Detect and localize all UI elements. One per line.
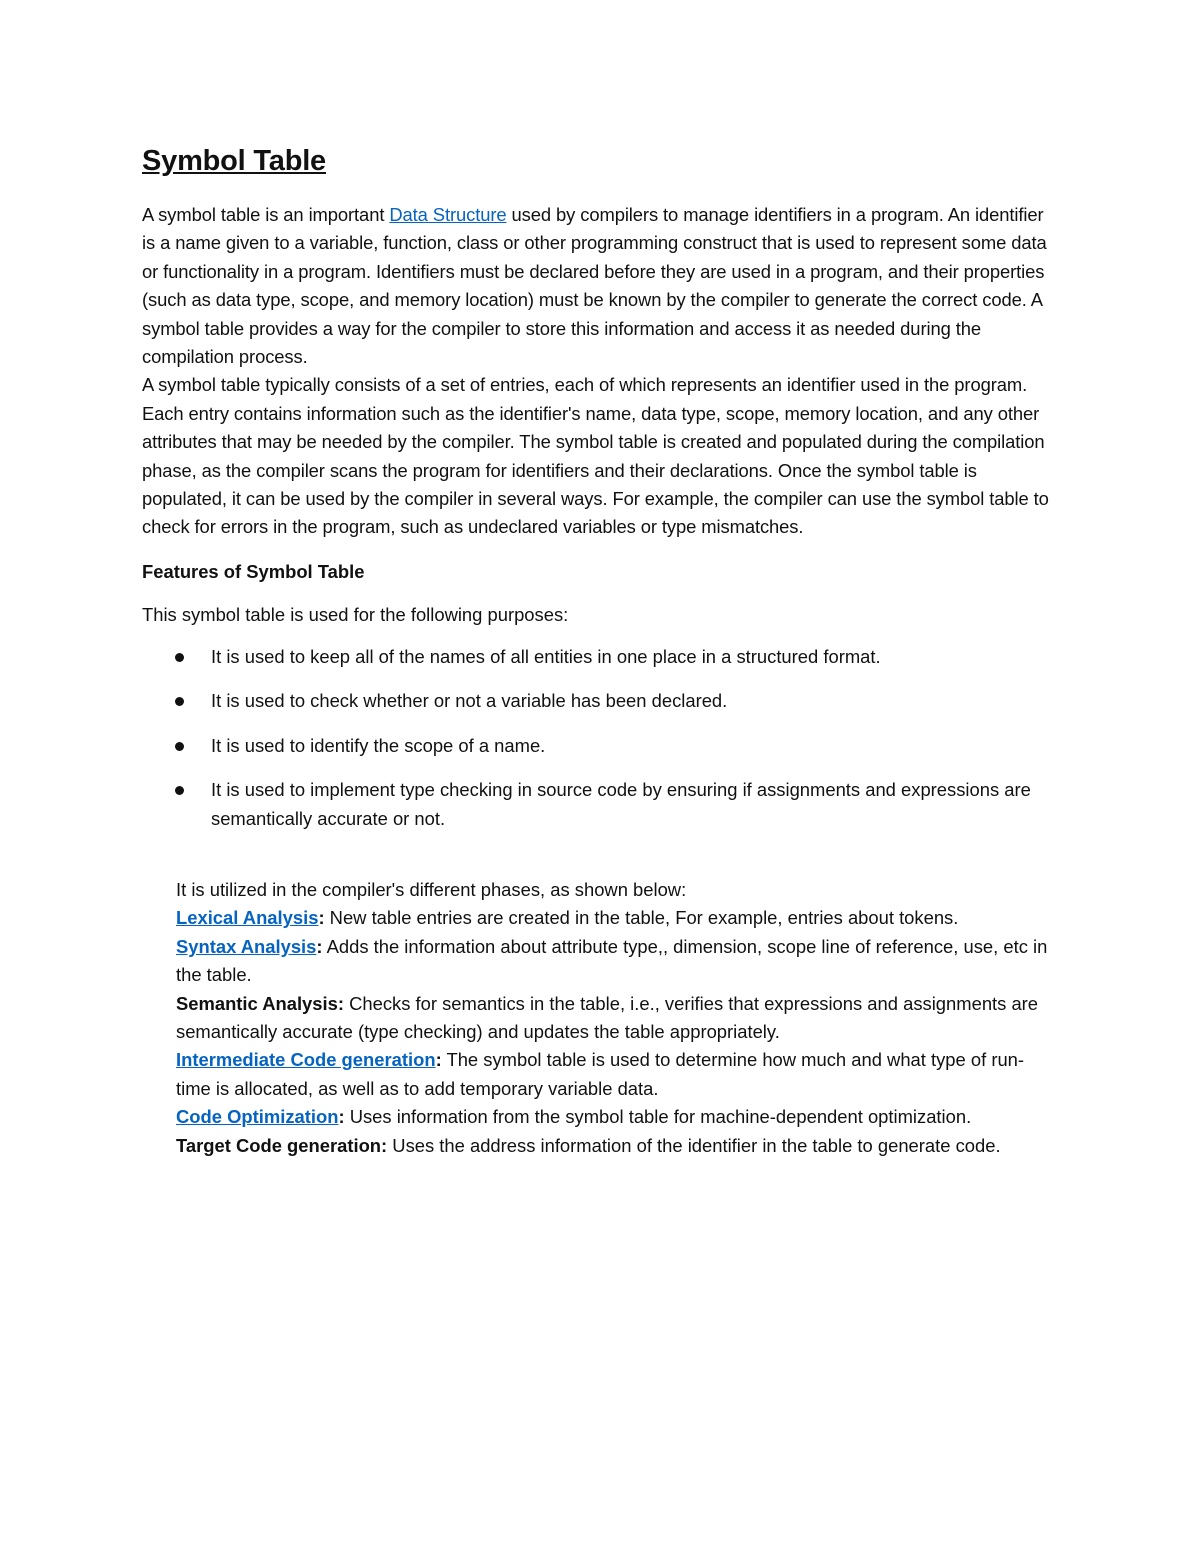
features-heading: Features of Symbol Table: [142, 560, 365, 582]
page-title: Symbol Table: [142, 145, 326, 177]
bullet-icon: [175, 742, 184, 751]
bullet-icon: [175, 653, 184, 662]
feature-text: It is used to check whether or not a variable has been declared.: [211, 690, 728, 712]
phases-intro: It is utilized in the compiler's different phases, as shown below:: [176, 878, 687, 900]
phase-separator: :: [338, 1106, 345, 1128]
list-item: [142, 687, 1057, 715]
phase-text: Uses the address information of the identifier in the table to generate code.: [387, 1134, 1001, 1156]
feature-text: It is used to identify the scope of a name.: [211, 734, 546, 756]
phase-separator: :: [316, 935, 323, 957]
list-item: [142, 643, 1057, 671]
list-item: [142, 776, 1057, 833]
phase-code-optimization: [176, 1103, 1057, 1131]
phase-intermediate-code: [176, 1046, 1057, 1103]
phase-separator: :: [435, 1049, 442, 1071]
target-code-generation-label: Target Code generation: [176, 1134, 382, 1156]
phase-text: Adds the information about attribute type,, dimension, scope line of reference, use, etc in the table.: [176, 935, 1048, 986]
document-page: [142, 142, 1057, 1160]
intermediate-code-generation-link[interactable]: Intermediate Code generation: [176, 1049, 436, 1071]
phase-separator: :: [318, 907, 325, 929]
phase-syntax-analysis: [176, 933, 1057, 990]
phase-text: Checks for semantics in the table, i.e., verifies that expressions and assignments are semantically accurate (type checking) and updates the table appropriately.: [176, 992, 1039, 1042]
syntax-analysis-link[interactable]: Syntax Analysis: [176, 935, 317, 957]
bullet-icon: [175, 786, 184, 795]
features-intro: This symbol table is used for the following purposes:: [142, 603, 569, 625]
phase-separator: :: [381, 1134, 388, 1156]
list-item: [142, 732, 1057, 760]
second-paragraph: A symbol table typically consists of a set of entries, each of which represents an identifier used in the program. Each entry contains information such as the identifier's name, data type, scope, memory location, and any other attributes that may be needed by the compiler. The symbol table is created and populated during the compilation phase, as the compiler scans the program for identifiers and their declarations. Once the symbol table is populated, it can be used by the compiler in several ways. For example, the compiler can use the symbol table to check for errors in the program, such as undeclared variables or type mismatches.: [142, 374, 1049, 538]
phase-semantic-analysis: [176, 990, 1057, 1047]
feature-text: It is used to keep all of the names of all entities in one place in a structured format.: [211, 645, 881, 667]
lexical-analysis-link[interactable]: Lexical Analysis: [176, 907, 319, 929]
intro-text-end: used by compilers to manage identifiers in a program. An identifier is a name given to a variable, function, class or other programming construct that is used to represent some data or functionality in a program. Identifiers must be declared before they are used in a program, and their properties (such as data type, scope, and memory location) must be known by the compiler to generate the correct code. A symbol table provides a way for the compiler to store this information and access it as needed during the compilation process.: [142, 204, 1047, 368]
phase-target-code: [176, 1132, 1057, 1160]
bullet-icon: [175, 697, 184, 706]
features-list: [142, 643, 1057, 833]
phases-section: [176, 876, 1057, 1160]
phase-text: New table entries are created in the table, For example, entries about tokens.: [324, 907, 959, 929]
semantic-analysis-label: Semantic Analysis: [176, 992, 338, 1014]
phase-text: The symbol table is used to determine how much and what type of run-time is allocated, as well as to add temporary variable data.: [176, 1049, 1025, 1099]
code-optimization-link[interactable]: Code Optimization: [176, 1106, 339, 1128]
intro-text-start: A symbol table is an important: [142, 204, 390, 225]
feature-text: It is used to implement type checking in source code by ensuring if assignments and expressions are semantically accurate or not.: [211, 779, 1031, 829]
phase-text: Uses information from the symbol table for machine-dependent optimization.: [344, 1106, 972, 1128]
phase-separator: :: [337, 992, 344, 1014]
intro-paragraph: [142, 201, 1057, 371]
data-structure-link[interactable]: Data Structure: [389, 204, 507, 225]
phase-lexical-analysis: [176, 904, 1057, 932]
